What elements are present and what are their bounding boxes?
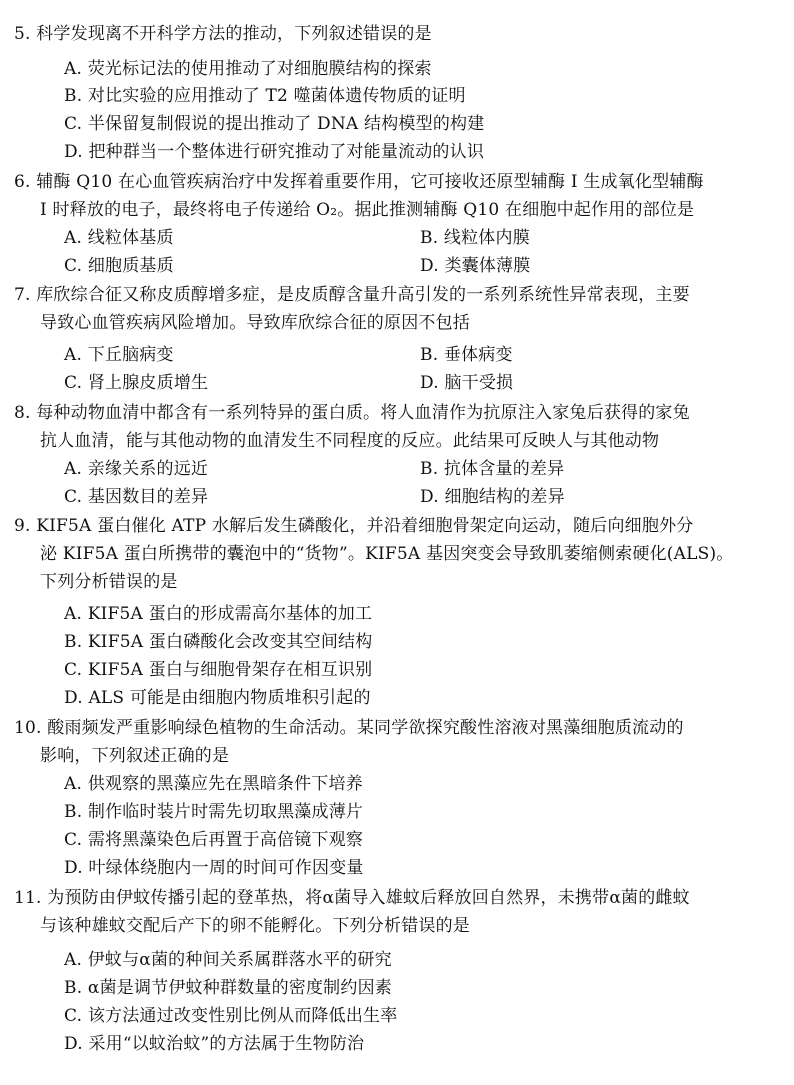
option-label: B. bbox=[64, 632, 83, 652]
question-number: 5. bbox=[14, 24, 31, 44]
question-7-option-c bbox=[64, 369, 404, 397]
question-number: 11. bbox=[14, 888, 42, 908]
option-text: 亲缘关系的远近 bbox=[87, 459, 209, 479]
option-text: KIF5A 蛋白的形成需高尔基体的加工 bbox=[87, 604, 373, 624]
option-label: D. bbox=[420, 373, 439, 393]
option-text: 脑干受损 bbox=[444, 373, 514, 393]
option-text: 类囊体薄膜 bbox=[444, 256, 531, 276]
question-8-option-b bbox=[420, 455, 760, 483]
option-label: D. bbox=[420, 256, 439, 276]
question-6-option-b bbox=[420, 224, 760, 252]
option-text: 线粒体内膜 bbox=[443, 228, 530, 248]
question-number: 7. bbox=[14, 285, 31, 305]
option-text: ALS 可能是由细胞内物质堆积引起的 bbox=[88, 688, 371, 708]
question-8-option-a bbox=[64, 455, 404, 483]
question-10-stem-line-1 bbox=[14, 714, 784, 742]
option-label: A. bbox=[64, 228, 83, 248]
option-label: C. bbox=[64, 114, 83, 134]
question-7-stem-line-1 bbox=[14, 281, 784, 309]
question-6-option-c bbox=[64, 252, 404, 280]
question-5-option-d bbox=[64, 138, 764, 166]
option-label: B. bbox=[64, 86, 83, 106]
question-9-stem-line-1 bbox=[14, 512, 784, 540]
option-label: A. bbox=[64, 459, 83, 479]
option-label: C. bbox=[64, 487, 83, 507]
option-label: B. bbox=[420, 228, 439, 248]
option-label: C. bbox=[64, 660, 83, 680]
option-text: 下丘脑病变 bbox=[87, 345, 174, 365]
option-label: C. bbox=[64, 373, 83, 393]
stem-line: 抗人血清，能与其他动物的血清发生不同程度的反应。此结果可反映人与其他动物 bbox=[40, 431, 660, 451]
stem-line: 下列分析错误的是 bbox=[40, 572, 178, 592]
question-11-option-b bbox=[64, 974, 664, 1002]
option-text: KIF5A 蛋白与细胞骨架存在相互识别 bbox=[87, 660, 373, 680]
question-8-stem-line-2 bbox=[40, 427, 784, 455]
stem-line: 辅酶 Q10 在心血管疾病治疗中发挥着重要作用，它可接收还原型辅酶 I 生成氧化型辅酶 bbox=[36, 172, 704, 192]
option-label: A. bbox=[64, 604, 83, 624]
option-text: 细胞结构的差异 bbox=[444, 487, 565, 507]
option-text: 抗体含量的差异 bbox=[443, 459, 565, 479]
stem-line: 影响，下列叙述正确的是 bbox=[40, 746, 230, 766]
option-text: 伊蚊与α菌的种间关系属群落水平的研究 bbox=[87, 950, 392, 970]
question-number: 6. bbox=[14, 172, 31, 192]
question-6-stem-line-1 bbox=[14, 168, 784, 196]
question-5-option-c bbox=[64, 110, 764, 138]
question-number: 9. bbox=[14, 516, 31, 536]
option-text: 采用“以蚊治蚊”的方法属于生物防治 bbox=[88, 1034, 365, 1054]
question-10-option-c bbox=[64, 826, 664, 854]
question-9-option-a bbox=[64, 600, 664, 628]
question-9-option-c bbox=[64, 656, 664, 684]
option-label: A. bbox=[64, 59, 83, 79]
option-label: B. bbox=[420, 459, 439, 479]
option-text: 制作临时装片时需先切取黑藻成薄片 bbox=[87, 802, 364, 822]
question-9-option-b bbox=[64, 628, 664, 656]
question-11-option-d bbox=[64, 1030, 664, 1058]
stem-line: 科学发现离不开科学方法的推动，下列叙述错误的是 bbox=[36, 24, 432, 44]
option-text: 肾上腺皮质增生 bbox=[87, 373, 209, 393]
option-label: A. bbox=[64, 950, 83, 970]
stem-line: 每种动物血清中都含有一系列特异的蛋白质。将人血清作为抗原注入家兔后获得的家兔 bbox=[36, 403, 690, 423]
question-8-option-d bbox=[420, 483, 760, 511]
question-7-stem-line-2 bbox=[40, 309, 784, 337]
option-label: C. bbox=[64, 256, 83, 276]
option-text: 需将黑藻染色后再置于高倍镜下观察 bbox=[87, 830, 364, 850]
option-label: B. bbox=[64, 978, 83, 998]
option-label: A. bbox=[64, 774, 83, 794]
option-label: C. bbox=[64, 1006, 83, 1026]
question-5-option-a bbox=[64, 55, 764, 83]
stem-line: 库欣综合征又称皮质醇增多症，是皮质醇含量升高引发的一系列系统性异常表现，主要 bbox=[36, 285, 690, 305]
stem-line: 泌 KIF5A 蛋白所携带的囊泡中的“货物”。KIF5A 基因突变会导致肌萎缩侧索硬化(ALS)。 bbox=[40, 544, 734, 564]
stem-line: 为预防由伊蚊传播引起的登革热，将α菌导入雄蚊后释放回自然界，未携带α菌的雌蚊 bbox=[47, 888, 690, 908]
question-10-option-a bbox=[64, 770, 664, 798]
option-label: D. bbox=[64, 1034, 83, 1054]
question-number: 8. bbox=[14, 403, 31, 423]
option-label: D. bbox=[64, 142, 83, 162]
question-7-option-d bbox=[420, 369, 760, 397]
option-text: 基因数目的差异 bbox=[87, 487, 209, 507]
question-11-option-c bbox=[64, 1002, 664, 1030]
question-9-option-d bbox=[64, 684, 664, 712]
option-label: C. bbox=[64, 830, 83, 850]
stem-line: 酸雨频发严重影响绿色植物的生命活动。某同学欲探究酸性溶液对黑藻细胞质流动的 bbox=[47, 718, 684, 738]
question-10-stem-line-2 bbox=[40, 742, 784, 770]
question-5-stem bbox=[14, 20, 784, 48]
option-text: 叶绿体绕胞内一周的时间可作因变量 bbox=[88, 858, 364, 878]
question-5-option-b bbox=[64, 82, 764, 110]
question-9-stem-line-3 bbox=[40, 568, 784, 596]
option-text: α菌是调节伊蚊种群数量的密度制约因素 bbox=[87, 978, 392, 998]
question-9-stem-line-2 bbox=[40, 540, 784, 568]
option-text: 该方法通过改变性别比例从而降低出生率 bbox=[87, 1006, 398, 1026]
question-6-option-d bbox=[420, 252, 760, 280]
option-text: 线粒体基质 bbox=[87, 228, 174, 248]
question-6-option-a bbox=[64, 224, 404, 252]
question-10-option-b bbox=[64, 798, 664, 826]
stem-line: 与该种雄蚊交配后产下的卵不能孵化。下列分析错误的是 bbox=[40, 916, 470, 936]
question-6-stem-line-2 bbox=[40, 196, 784, 224]
question-11-option-a bbox=[64, 946, 664, 974]
question-8-option-c bbox=[64, 483, 404, 511]
question-10-option-d bbox=[64, 854, 664, 882]
question-8-stem-line-1 bbox=[14, 399, 784, 427]
question-number: 10. bbox=[14, 718, 42, 738]
option-label: A. bbox=[64, 345, 83, 365]
stem-line: 导致心血管疾病风险增加。导致库欣综合征的原因不包括 bbox=[40, 313, 470, 333]
question-11-stem-line-2 bbox=[40, 912, 784, 940]
question-7-option-b bbox=[420, 341, 760, 369]
option-label: D. bbox=[420, 487, 439, 507]
question-11-stem-line-1 bbox=[14, 884, 784, 912]
question-7-option-a bbox=[64, 341, 404, 369]
option-text: 荧光标记法的使用推动了对细胞膜结构的探索 bbox=[87, 59, 432, 79]
option-text: 供观察的黑藻应先在黑暗条件下培养 bbox=[87, 774, 363, 794]
option-label: B. bbox=[420, 345, 439, 365]
option-text: 垂体病变 bbox=[443, 345, 513, 365]
option-label: D. bbox=[64, 858, 83, 878]
option-text: 细胞质基质 bbox=[87, 256, 174, 276]
option-text: 对比实验的应用推动了 T2 噬菌体遗传物质的证明 bbox=[87, 86, 466, 106]
option-text: 把种群当一个整体进行研究推动了对能量流动的认识 bbox=[88, 142, 485, 162]
stem-line: KIF5A 蛋白催化 ATP 水解后发生磷酸化，并沿着细胞骨架定向运动，随后向细胞外分 bbox=[36, 516, 694, 536]
stem-line: I 时释放的电子，最终将电子传递给 O₂。据此推测辅酶 Q10 在细胞中起作用的部位是 bbox=[40, 200, 695, 220]
option-text: 半保留复制假说的提出推动了 DNA 结构模型的构建 bbox=[87, 114, 485, 134]
option-label: B. bbox=[64, 802, 83, 822]
option-text: KIF5A 蛋白磷酸化会改变其空间结构 bbox=[87, 632, 373, 652]
option-label: D. bbox=[64, 688, 83, 708]
